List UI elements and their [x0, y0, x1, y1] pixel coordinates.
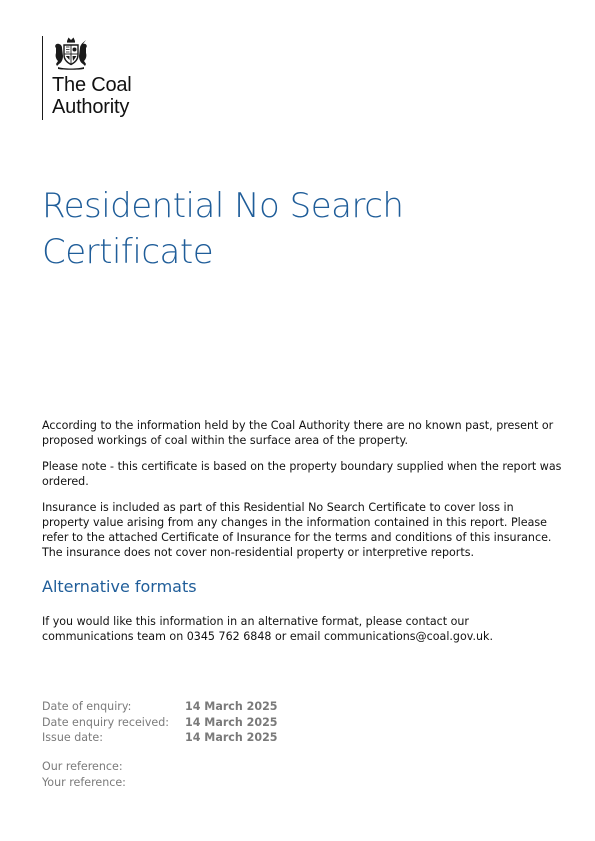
- organisation-name-line-2: Authority: [52, 96, 130, 118]
- royal-coat-of-arms-icon: [52, 36, 90, 70]
- alternative-formats-text: If you would like this information in an alternative format, please contact our communications team on 0345 762 6848 or email communications@coal.gov.uk.: [42, 615, 493, 643]
- date-enquiry-received-label: Date enquiry received:: [42, 715, 170, 729]
- no-workings-statement: According to the information held by the Coal Authority there are no known past, present or proposed workings of coal within the surface area of the property.: [42, 419, 554, 447]
- our-reference-label: Our reference:: [42, 760, 123, 773]
- page-title-line-2: Certificate: [42, 232, 214, 272]
- date-of-enquiry-value: 14 March 2025: [185, 700, 278, 713]
- insurance-statement: Insurance is included as part of this Residential No Search Certificate to cover loss in property value arising from any changes in the information contained in this report. Please refer to the attached Certificate of Insurance for the terms and conditions of this insurance. The insurance does not cover non-residential property or interpretive reports.: [42, 501, 552, 559]
- issue-date-label: Issue date:: [42, 731, 103, 744]
- date-of-enquiry-label: Date of enquiry:: [42, 700, 132, 713]
- page-title-line-1: Residential No Search: [42, 186, 404, 226]
- page-title: [42, 183, 562, 275]
- issue-date-value: 14 March 2025: [185, 731, 278, 744]
- your-reference-label: Your reference:: [42, 775, 126, 789]
- organisation-name: [52, 74, 172, 118]
- certificate-body: [42, 418, 562, 571]
- date-enquiry-received-value: 14 March 2025: [185, 715, 278, 729]
- boundary-note: Please note - this certificate is based on the property boundary supplied when the report was ordered.: [42, 460, 562, 488]
- coal-authority-logo: [42, 36, 132, 120]
- alternative-formats-heading: Alternative formats: [42, 577, 197, 596]
- references: [42, 759, 126, 790]
- organisation-name-line-1: The Coal: [52, 74, 132, 96]
